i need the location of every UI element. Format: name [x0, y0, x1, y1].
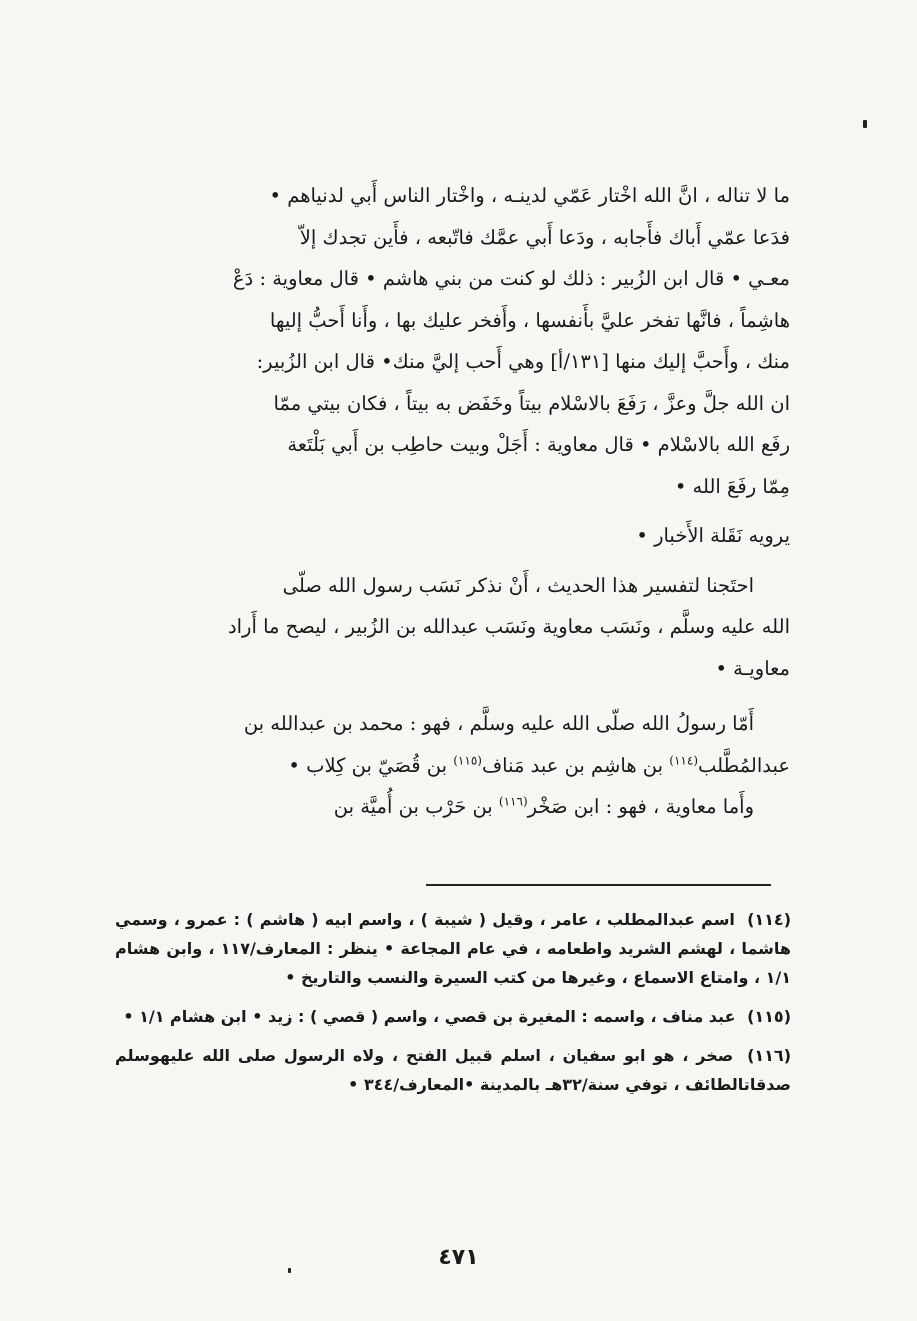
paragraph-muawiya-lineage — [100, 786, 790, 828]
text-line: الله عليه وسلَّم ، ونَسَب معاوية ونَسَب عبدالله بن الزُبير ، ليصح ما أَراد — [227, 615, 790, 638]
text-segment: وأَما معاوية ، فهو : ابن صَخْر — [527, 795, 754, 818]
paragraph-dialogue — [100, 175, 790, 507]
footnote-115 — [115, 1002, 791, 1031]
text-line: معـي • قال ابن الزُبير : ذلك لو كنت من بني هاشم • قال معاوية : دَعْ — [232, 267, 790, 290]
footnote-text: صخر ، هو ابو سفيان ، اسلم قبيل الفتح ، ولاه الرسول صلى الله عليهوسلم صدقاتالطائف ، توفي سنة/٣٢هـ بالمدينة •المعارف/٣٤٤ • — [115, 1046, 791, 1094]
text-line: رفَع الله بالاسْلام • قال معاوية : أَجَلْ وبيت حاطِب بن أَبي بَلْتَعة — [287, 433, 790, 456]
main-text — [100, 175, 790, 828]
paragraph-prophet-lineage — [100, 703, 790, 786]
footnote-number: (١١٥) — [747, 1007, 791, 1026]
text-line: منك ، وأَحبَّ إليك منها [١٣١/أ] وهي أَحب إليَّ منك• قال ابن الزُبير: — [256, 350, 790, 373]
text-line — [100, 786, 790, 828]
text-segment: عبدالمُطَّلب — [698, 753, 790, 777]
stray-mark — [288, 1268, 291, 1273]
text-line: احتَجنا لتفسير هذا الحديث ، أَنْ نذكر نَسَب رسول الله صلّى — [282, 573, 754, 597]
text-line: فدَعا عمّي أَباك فأَجابه ، ودَعا أَبي عمَّك فاتّبعه ، فأَين تجدك إلاّ — [299, 225, 790, 249]
footnote-number: (١١٦) — [747, 1046, 791, 1065]
text-line: هاشِماً ، فانَّها تفخر عليَّ بأَنفسها ، وأَفخر عليك بها ، وأَنا أَحبُّ إليها — [269, 308, 790, 332]
footnote-116 — [115, 1041, 791, 1099]
footnote-ref-115: (١١٥) — [453, 753, 482, 767]
footnote-114 — [115, 905, 791, 992]
text-line: ما لا تناله ، انَّ الله اخْتار عَمّي لدينـه ، واخْتار الناس أَبي لدنياهم • — [269, 184, 790, 207]
footnote-ref-116: (١١٦) — [498, 794, 528, 809]
text-line: معاويـة • — [715, 656, 790, 680]
stray-mark — [863, 120, 867, 128]
paragraph-explanation — [100, 565, 790, 690]
text-line: مِمّا رفَعَ الله • — [674, 474, 790, 498]
text-segment: بن هاشِم بن عبد مَناف — [481, 753, 664, 777]
footnote-number: (١١٤) — [747, 910, 791, 929]
text-segment: بن حَرْب بن أُميَّة بن — [333, 795, 493, 818]
footnote-ref-114: (١١٤) — [669, 753, 698, 767]
text-line: ان الله جلَّ وعزَّ ، رَفَعَ بالاسْلام بيتاً وخَفَض به بيتاً ، فكان بيتي ممّا — [273, 391, 790, 415]
page-number: ٤٧١ — [438, 1245, 479, 1270]
text-line — [100, 745, 790, 787]
footnote-text: عبد مناف ، واسمه : المغيرة بن قصي ، واسم ( قصي ) : زيد • ابن هشام ١/١ • — [123, 1007, 736, 1026]
paragraph-narrators — [100, 515, 790, 557]
footnote-divider — [426, 884, 771, 886]
footnote-text: اسم عبدالمطلب ، عامر ، وقيل ( شيبة ) ، واسم ابيه ( هاشم ) : عمرو ، وسمي هاشما ، لهشم الشريد واطعامه ، في عام المجاعة • ينظر : المعارف/١١٧ ، وابن هشام ١/١ ، وامتاع الاسماع ، وغيرها من كتب السيرة والنسب والتاريخ • — [115, 910, 792, 987]
text-segment: بن قُصَيّ بن كِلاب • — [288, 753, 448, 777]
text-line: يرويه نَقَلة الأَخبار • — [636, 524, 790, 547]
text-line: أَمّا رسولُ الله صلّى الله عليه وسلَّم ، فهو : محمد بن عبدالله بن — [243, 712, 754, 735]
footnotes — [115, 905, 791, 1109]
